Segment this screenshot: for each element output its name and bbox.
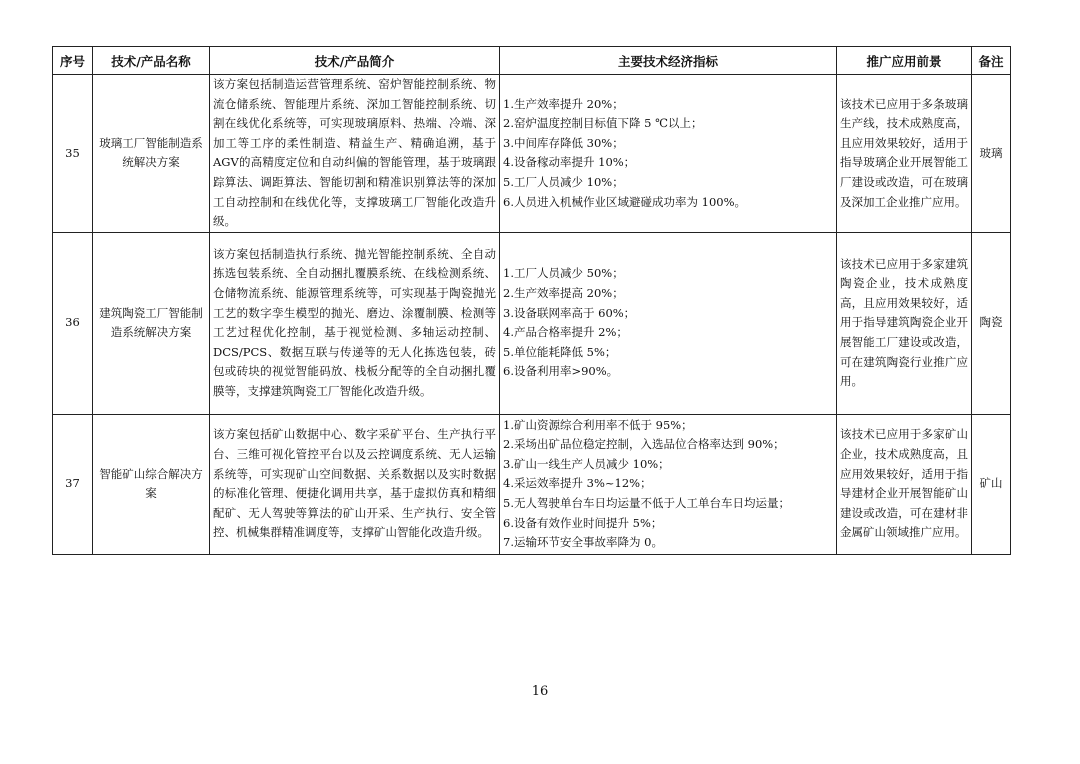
indicator-item: 2.窑炉温度控制目标值下降 5 ℃以上；: [503, 116, 703, 131]
indicator-item: 7.运输环节安全事故率降为 0。: [503, 535, 663, 550]
indicator-item: 3.设备联网率高于 60%；: [503, 305, 636, 320]
row-intro: 该方案包括矿山数据中心、数字采矿平台、生产执行平台、三维可视化管控平台以及云控调度系统、无人运输系统等，可实现矿山空间数据、关系数据以及实时数据的标准化管理、便捷化调用共享，基于虚拟仿真和精细配矿、无人驾驶等算法的矿山开采、生产执行、安全管控、机械集群精准调度等，支撑矿山智能化改造升级。: [210, 414, 500, 554]
indicator-item: 2.采场出矿品位稳定控制，入选品位合格率达到 90%；: [503, 437, 785, 452]
header-name: 技术/产品名称: [93, 47, 210, 75]
row-prospect: 该技术已应用于多家矿山企业，技术成熟度高，且应用效果较好，适用于指导建材企业开展智能矿山建设或改造，可在建材非金属矿山领域推广应用。: [837, 414, 972, 554]
indicator-item: 3.矿山一线生产人员减少 10%；: [503, 456, 670, 471]
indicator-item: 4.采运效率提升 3%~12%；: [503, 476, 652, 491]
indicator-item: 5.无人驾驶单台车日均运量不低于人工单台车日均运量；: [503, 496, 790, 511]
table-row: [53, 75, 1011, 233]
indicator-item: 6.设备有效作业时间提升 5%；: [503, 515, 663, 530]
indicator-item: 1.工厂人员减少 50%；: [503, 266, 624, 281]
table-header-row: [53, 47, 1011, 75]
indicator-item: 4.产品合格率提升 2%；: [503, 325, 628, 340]
technology-table: [52, 46, 1011, 555]
indicator-item: 1.生产效率提升 20%；: [503, 96, 624, 111]
indicator-item: 4.设备稼动率提升 10%；: [503, 155, 636, 170]
indicator-item: 6.设备利用率>90%。: [503, 364, 619, 379]
indicator-item: 3.中间库存降低 30%；: [503, 135, 624, 150]
header-prospect: 推广应用前景: [837, 47, 972, 75]
row-prospect: 该技术已应用于多条玻璃生产线，技术成熟度高，且应用效果较好，适用于指导玻璃企业开展智能工厂建设或改造，可在玻璃及深加工企业推广应用。: [837, 75, 972, 233]
row-name: 建筑陶瓷工厂智能制造系统解决方案: [93, 232, 210, 414]
header-indicators: 主要技术经济指标: [500, 47, 837, 75]
row-remark: 玻璃: [972, 75, 1011, 233]
indicator-item: 5.单位能耗降低 5%；: [503, 344, 617, 359]
row-indicators: [500, 75, 837, 233]
indicator-item: 6.人员进入机械作业区域避碰成功率为 100%。: [503, 194, 747, 209]
row-seq: 37: [53, 414, 93, 554]
indicator-item: 5.工厂人员减少 10%；: [503, 174, 624, 189]
indicator-item: 2.生产效率提高 20%；: [503, 286, 624, 301]
header-intro: 技术/产品简介: [210, 47, 500, 75]
table-row: [53, 232, 1011, 414]
row-seq: 36: [53, 232, 93, 414]
row-prospect: 该技术已应用于多家建筑陶瓷企业，技术成熟度高，且应用效果较好，适用于指导建筑陶瓷企业开展智能工厂建设或改造，可在建筑陶瓷行业推广应用。: [837, 232, 972, 414]
header-seq: 序号: [53, 47, 93, 75]
row-indicators: [500, 232, 837, 414]
row-remark: 矿山: [972, 414, 1011, 554]
page-number: 16: [531, 684, 549, 699]
header-remark: 备注: [972, 47, 1011, 75]
row-seq: 35: [53, 75, 93, 233]
table-row: [53, 414, 1011, 554]
row-indicators: [500, 414, 837, 554]
row-name: 智能矿山综合解决方案: [93, 414, 210, 554]
row-intro: 该方案包括制造执行系统、抛光智能控制系统、全自动拣选包装系统、全自动捆扎覆膜系统、在线检测系统、仓储物流系统、能源管理系统等，可实现基于陶瓷抛光工艺的数字孪生模型的抛光、磨边、涂覆制膜、检测等工艺过程优化控制，基于视觉检测、多轴运动控制、DCS/PCS、数据互联与传递等的无人化拣选包装，砖包或砖块的视觉智能码放、栈板分配等的全自动捆扎覆膜等，支撑建筑陶瓷工厂智能化改造升级。: [210, 232, 500, 414]
indicator-item: 1.矿山资源综合利用率不低于 95%；: [503, 417, 693, 432]
row-remark: 陶瓷: [972, 232, 1011, 414]
row-intro: 该方案包括制造运营管理系统、窑炉智能控制系统、物流仓储系统、智能理片系统、深加工智能控制系统、切割在线优化系统等，可实现玻璃原料、热端、冷端、深加工等工序的柔性制造、精益生产、精确追溯，基于AGV的高精度定位和自动纠偏的智能管理，基于玻璃跟踪算法、调距算法、智能切割和精准识别算法等的深加工自动控制和在线优化等，支撑玻璃工厂智能化改造升级。: [210, 75, 500, 233]
row-name: 玻璃工厂智能制造系统解决方案: [93, 75, 210, 233]
